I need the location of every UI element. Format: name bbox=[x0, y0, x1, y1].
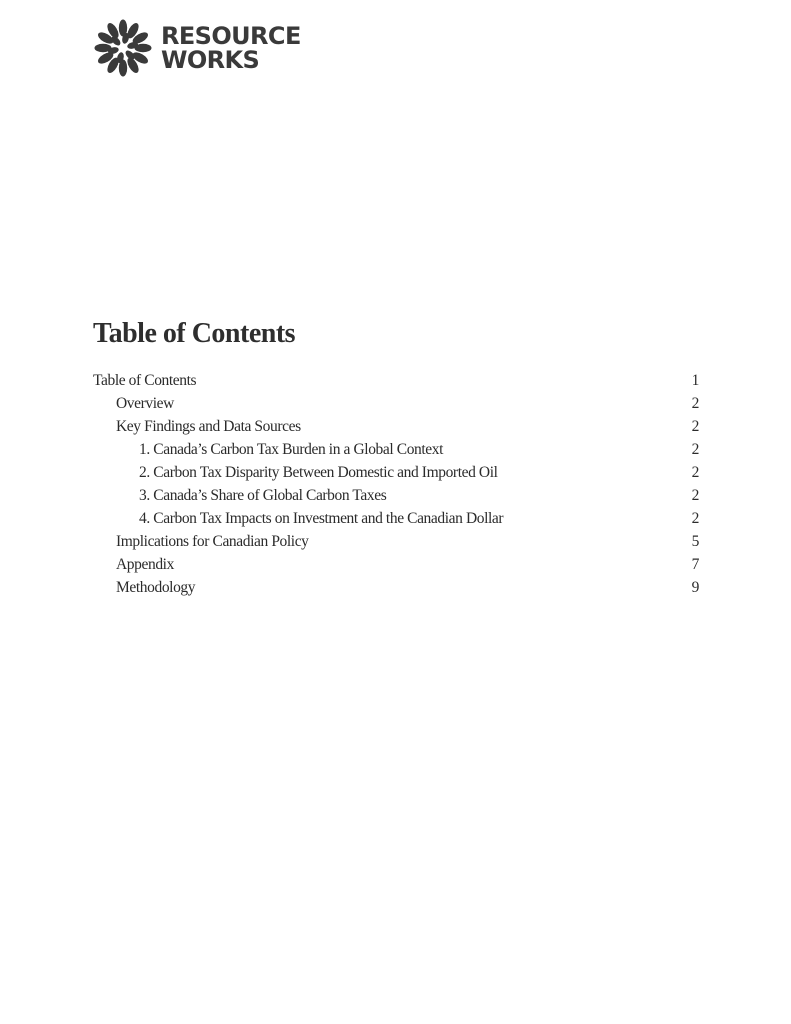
toc-entry-title: 4. Carbon Tax Impacts on Investment and the Canadian Dollar bbox=[139, 510, 504, 527]
toc-entry-section-2[interactable] bbox=[93, 461, 699, 484]
toc-entry-section-4[interactable] bbox=[93, 507, 699, 530]
toc-entry-page: 2 bbox=[691, 487, 699, 504]
logo-line-1: RESOURCE bbox=[161, 22, 301, 50]
toc-entry-table-of-contents[interactable] bbox=[93, 369, 699, 392]
toc-entry-title: Overview bbox=[116, 395, 174, 412]
toc-entry-key-findings[interactable] bbox=[93, 415, 699, 438]
toc-entry-page: 2 bbox=[691, 510, 699, 527]
toc-entry-page: 9 bbox=[691, 579, 699, 596]
toc-entry-appendix[interactable] bbox=[93, 553, 699, 576]
flower-logo-icon bbox=[93, 18, 153, 78]
toc-entry-title: Table of Contents bbox=[93, 372, 197, 389]
logo-wordmark bbox=[161, 24, 301, 72]
toc-entry-page: 2 bbox=[691, 441, 699, 458]
toc-entry-section-1[interactable] bbox=[93, 438, 699, 461]
toc-entry-title: Appendix bbox=[116, 556, 174, 573]
toc-entry-title: 2. Carbon Tax Disparity Between Domestic and Imported Oil bbox=[139, 464, 498, 481]
toc-entry-overview[interactable] bbox=[93, 392, 699, 415]
toc-list bbox=[93, 369, 699, 599]
toc-entry-title: 3. Canada’s Share of Global Carbon Taxes bbox=[139, 487, 387, 504]
toc-entry-page: 7 bbox=[691, 556, 699, 573]
toc-entry-title: Methodology bbox=[116, 579, 196, 596]
toc-entry-implications[interactable] bbox=[93, 530, 699, 553]
resource-works-logo bbox=[93, 18, 301, 78]
toc-entry-page: 2 bbox=[691, 395, 699, 412]
toc-entry-page: 2 bbox=[691, 418, 699, 435]
toc-entry-section-3[interactable] bbox=[93, 484, 699, 507]
toc-entry-page: 1 bbox=[691, 372, 699, 389]
toc-entry-title: Implications for Canadian Policy bbox=[116, 533, 309, 550]
toc-entry-title: Key Findings and Data Sources bbox=[116, 418, 301, 435]
toc-entry-methodology[interactable] bbox=[93, 576, 699, 599]
toc-heading: Table of Contents bbox=[93, 318, 296, 349]
toc-entry-page: 5 bbox=[691, 533, 699, 550]
logo-line-2: WORKS bbox=[161, 46, 260, 74]
toc-entry-page: 2 bbox=[691, 464, 699, 481]
toc-entry-title: 1. Canada’s Carbon Tax Burden in a Global Context bbox=[139, 441, 444, 458]
